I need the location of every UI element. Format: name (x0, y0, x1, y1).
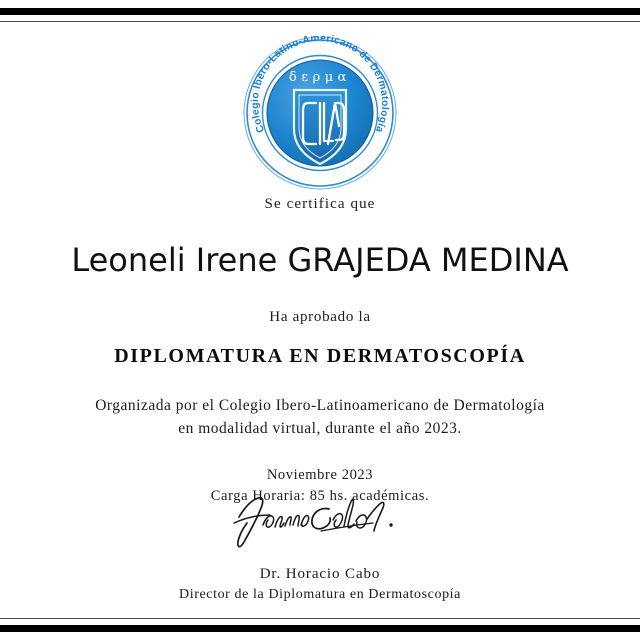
handwritten-signature (225, 487, 415, 549)
top-border-band (0, 8, 640, 15)
intro-text: Se certifica que (264, 196, 376, 212)
certificate-body (0, 196, 640, 508)
course-title: DIPLOMATURA EN DERMATOSCOPÍA (114, 345, 526, 367)
organizer-line-2: en modalidad virtual, durante el año 2023. (178, 420, 462, 438)
workload-text: Carga Horaria: 85 hs. académicas. (210, 488, 430, 505)
top-border-hairline (0, 21, 640, 22)
signatory-name: Dr. Horacio Cabo (259, 566, 381, 582)
signatory-role: Director de la Diplomatura en Dermatoscopía (179, 587, 461, 602)
signature-icon (225, 487, 415, 549)
signatory-block (0, 566, 640, 603)
recipient-name: Leoneli Irene GRAJEDA MEDINA (71, 241, 569, 279)
bottom-border-hairline (0, 618, 640, 619)
organizer-block (0, 394, 640, 441)
cilad-logo-icon (240, 33, 400, 193)
issue-date: Noviembre 2023 (266, 466, 374, 483)
svg-text:Colegio Ibero-Latino-Americano: Colegio Ibero-Latino-Americano de Dermatología (249, 33, 391, 135)
logo-greek-motto: δερμα (289, 70, 351, 85)
organizer-line-1: Organizada por el Colegio Ibero-Latinoamericano de Dermatología (95, 397, 545, 414)
bottom-border-band (0, 625, 640, 632)
approval-label: Ha aprobado la (269, 309, 371, 325)
cilad-logo (240, 33, 400, 193)
